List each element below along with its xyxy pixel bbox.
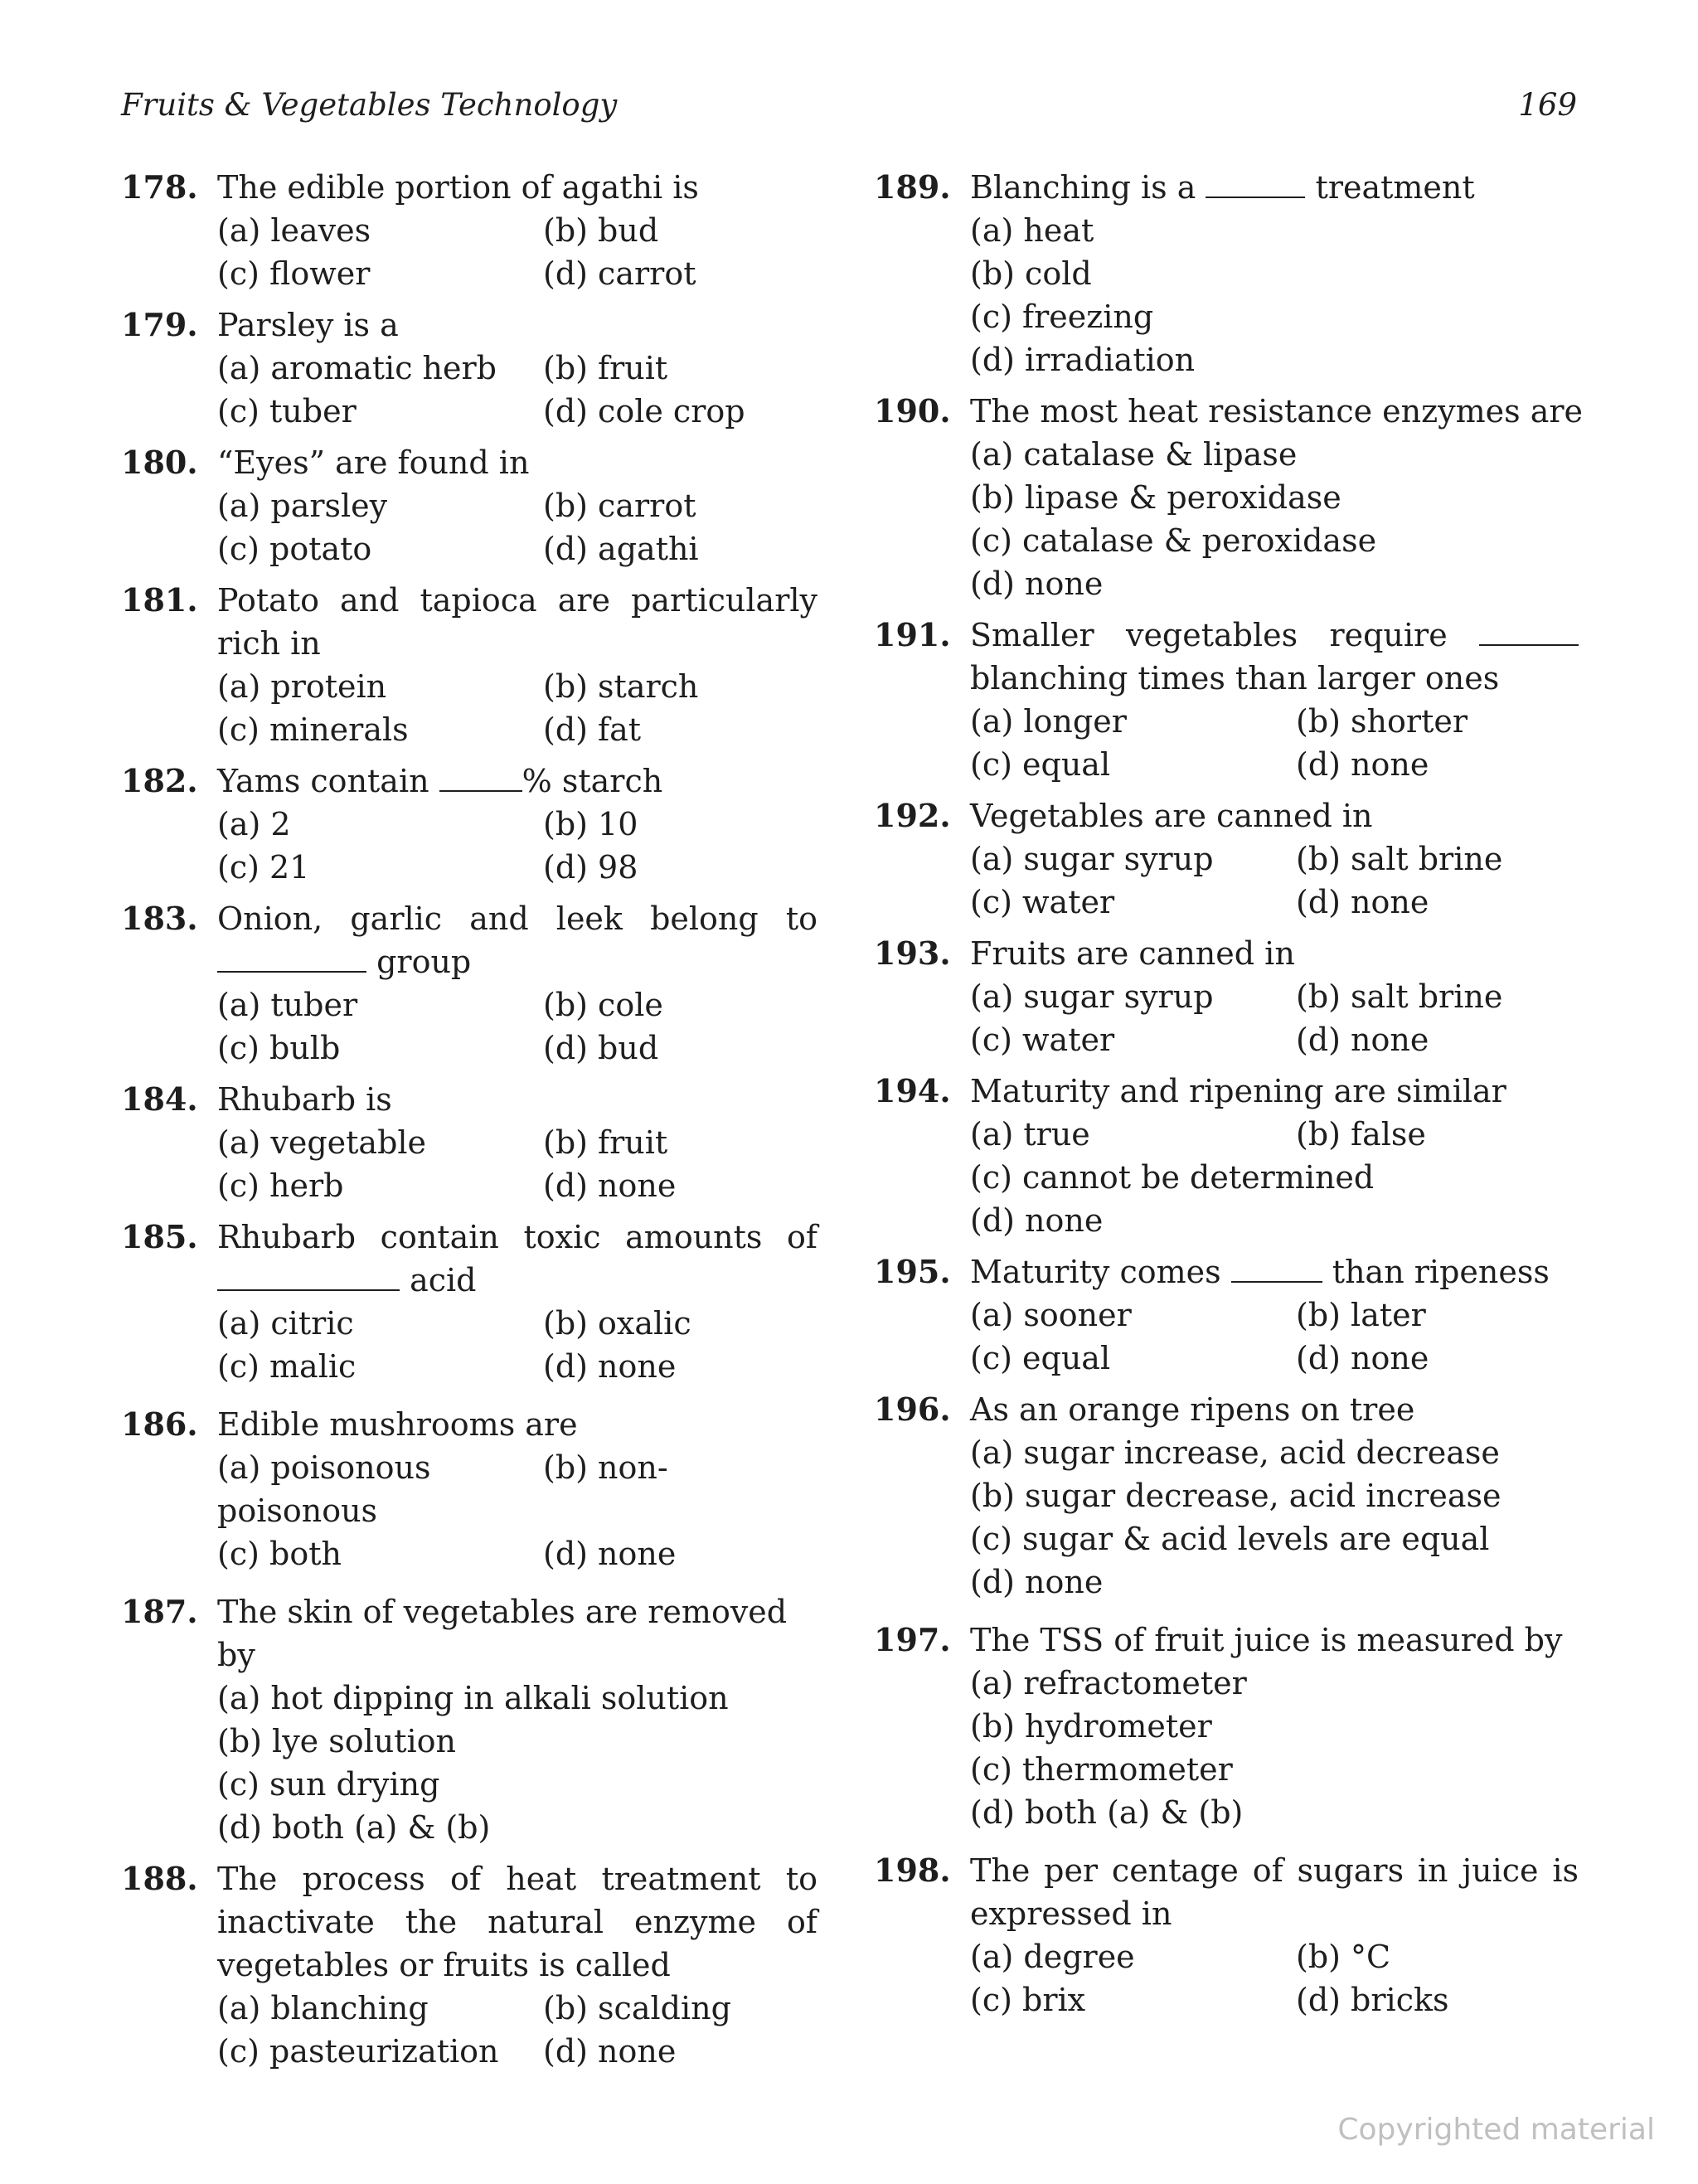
answer-blank	[217, 941, 366, 973]
option-a: (a) true	[970, 1116, 1090, 1153]
question-text: Potato and tapioca are particularly rich in	[217, 582, 817, 662]
options	[874, 1935, 1579, 2021]
options	[121, 665, 817, 751]
option-a: (a) aromatic herb	[217, 350, 497, 386]
question-text-post: than ripeness	[1322, 1254, 1550, 1290]
question-text: Parsley is a	[217, 307, 399, 343]
option-b: (b) salt brine	[1296, 978, 1503, 1015]
option-d: (d) irradiation	[970, 342, 1196, 378]
option-d: (d) none	[1296, 1340, 1429, 1376]
option-c: (c) cannot be determined	[970, 1159, 1375, 1196]
options	[121, 209, 817, 295]
question-text	[970, 614, 1579, 700]
question-text: “Eyes” are found in	[217, 444, 530, 481]
option-b: (b) °C	[1296, 1939, 1391, 1975]
question-text: The skin of vegetables are removed by	[217, 1594, 788, 1673]
option-d: (d) both (a) & (b)	[970, 1794, 1244, 1831]
question-text	[970, 166, 1579, 209]
answer-blank	[439, 760, 522, 792]
question-number: 198.	[874, 1852, 951, 1889]
question-text-post: blanching times than larger ones	[970, 660, 1500, 696]
options	[874, 1156, 1579, 1242]
page-header	[121, 87, 1577, 137]
options	[874, 1293, 1579, 1380]
option-d: (d) none	[970, 1202, 1104, 1239]
question-189	[874, 166, 1579, 381]
options	[121, 1677, 817, 1849]
question-191	[874, 614, 1579, 786]
option-d: (d) cole crop	[543, 393, 745, 430]
option-c: (c) flower	[217, 255, 371, 292]
answer-blank	[1479, 614, 1579, 646]
question-180	[121, 441, 817, 570]
question-183	[121, 897, 817, 1070]
option-b: (b) salt brine	[1296, 841, 1503, 877]
question-text: The per centage of sugars in juice is expressed in	[970, 1852, 1579, 1932]
question-181	[121, 579, 817, 751]
option-b: (b) fruit	[543, 350, 668, 386]
option-a: (a) hot dipping in alkali solution	[217, 1680, 729, 1716]
option-a: (a) citric	[217, 1305, 354, 1342]
option-a: (a) catalase & lipase	[970, 436, 1298, 473]
option-d: (d) bricks	[1296, 1982, 1449, 2018]
question-text-post: treatment	[1305, 169, 1475, 206]
options	[874, 209, 1579, 381]
question-number: 181.	[121, 581, 198, 619]
option-d: (d) bud	[543, 1030, 659, 1066]
question-text	[217, 760, 817, 803]
question-number: 194.	[874, 1072, 951, 1109]
question-number: 190.	[874, 392, 951, 430]
option-d: (d) 98	[543, 849, 638, 886]
option-a: (a) tuber	[217, 987, 358, 1023]
left-column	[121, 166, 817, 2081]
question-number: 188.	[121, 1860, 198, 1897]
option-c: (c) thermometer	[970, 1751, 1233, 1788]
question-text: Vegetables are canned in	[970, 798, 1373, 834]
option-d: (d) both (a) & (b)	[217, 1809, 491, 1846]
option-b: (b) scalding	[543, 1990, 731, 2026]
option-b: (b) non-	[543, 1449, 668, 1486]
option-a: (a) degree	[970, 1939, 1135, 1975]
answer-blank	[1231, 1251, 1322, 1283]
option-c: (c) freezing	[970, 298, 1154, 335]
question-194	[874, 1070, 1579, 1242]
option-c: (c) brix	[970, 1982, 1086, 2018]
option-a: (a) 2	[217, 806, 291, 842]
option-d: (d) none	[1296, 1022, 1429, 1058]
question-193	[874, 932, 1579, 1061]
option-b: (b) fruit	[543, 1124, 668, 1161]
options	[121, 983, 817, 1070]
option-d: (d) none	[970, 565, 1104, 602]
option-d: (d) carrot	[543, 255, 696, 292]
option-c: (c) equal	[970, 1340, 1111, 1376]
option-d: (d) none	[970, 1564, 1104, 1600]
question-186	[121, 1403, 817, 1575]
options	[874, 1662, 1579, 1834]
question-text: Fruits are canned in	[970, 935, 1295, 972]
option-b: (b) starch	[543, 668, 699, 705]
option-c: (c) 21	[217, 849, 310, 886]
question-text-pre: Blanching is a	[970, 169, 1206, 206]
option-b: (b) cold	[970, 255, 1092, 292]
right-column	[874, 166, 1584, 2030]
question-number: 189.	[874, 168, 951, 206]
options	[121, 1121, 817, 1207]
option-b: (b) sugar decrease, acid increase	[970, 1478, 1502, 1514]
option-a: (a) sugar syrup	[970, 978, 1214, 1015]
option-c: (c) catalase & peroxidase	[970, 522, 1377, 559]
options	[121, 1446, 817, 1489]
option-b: (b) shorter	[1296, 703, 1468, 740]
option-b: (b) bud	[543, 212, 659, 249]
question-text: Maturity and ripening are similar	[970, 1073, 1506, 1109]
option-a: (a) sooner	[970, 1297, 1132, 1333]
option-b: (b) cole	[543, 987, 663, 1023]
question-number: 178.	[121, 168, 198, 206]
option-c: (c) equal	[970, 746, 1111, 783]
options	[121, 803, 817, 889]
option-c: (c) pasteurization	[217, 2033, 499, 2070]
options	[121, 484, 817, 570]
question-text: Edible mushrooms are	[217, 1406, 578, 1443]
options	[121, 1532, 817, 1575]
option-d: (d) agathi	[543, 531, 699, 567]
question-184	[121, 1078, 817, 1207]
option-d: (d) fat	[543, 711, 642, 748]
option-a: (a) blanching	[217, 1990, 429, 2026]
question-number: 191.	[874, 616, 951, 653]
option-c: (c) sugar & acid levels are equal	[970, 1521, 1490, 1557]
question-text-pre: Onion, garlic and leek belong to	[217, 900, 817, 937]
option-a: (a) leaves	[217, 212, 371, 249]
question-text: The edible portion of agathi is	[217, 169, 699, 206]
options	[874, 700, 1579, 786]
option-d: (d) none	[543, 1536, 677, 1572]
question-number: 179.	[121, 306, 198, 343]
question-number: 182.	[121, 762, 198, 799]
option-a: (a) refractometer	[970, 1665, 1247, 1701]
question-text	[217, 1216, 817, 1302]
answer-blank	[1206, 167, 1305, 198]
question-number: 184.	[121, 1080, 198, 1118]
option-b: (b) later	[1296, 1297, 1426, 1333]
option-c: (c) potato	[217, 531, 372, 567]
question-number: 180.	[121, 444, 198, 481]
options	[874, 975, 1579, 1061]
question-number: 195.	[874, 1253, 951, 1290]
options	[121, 1987, 817, 2073]
option-a: (a) vegetable	[217, 1124, 427, 1161]
option-a: (a) parsley	[217, 488, 388, 524]
running-title: Fruits & Vegetables Technology	[121, 87, 618, 123]
option-a: (a) longer	[970, 703, 1127, 740]
question-text-pre: Rhubarb contain toxic amounts of	[217, 1219, 817, 1255]
option-c: (c) bulb	[217, 1030, 341, 1066]
question-192	[874, 794, 1579, 924]
question-text-post: group	[366, 944, 472, 980]
question-178	[121, 166, 817, 295]
option-b: (b) carrot	[543, 488, 696, 524]
question-text	[217, 897, 817, 983]
question-number: 186.	[121, 1405, 198, 1443]
question-number: 193.	[874, 934, 951, 972]
question-text: As an orange ripens on tree	[970, 1391, 1415, 1428]
options	[874, 1113, 1579, 1156]
question-text: The most heat resistance enzymes are	[970, 393, 1584, 430]
option-d: (d) none	[1296, 884, 1429, 920]
option-b: (b) oxalic	[543, 1305, 691, 1342]
option-c: (c) tuber	[217, 393, 357, 430]
question-text	[970, 1250, 1579, 1293]
option-b: (b) 10	[543, 806, 638, 842]
question-text-post: % starch	[522, 763, 663, 799]
question-number: 185.	[121, 1218, 198, 1255]
option-b: (b) false	[1296, 1116, 1426, 1153]
question-185	[121, 1216, 817, 1388]
option-c: (c) both	[217, 1536, 342, 1572]
question-188	[121, 1857, 817, 2073]
option-a: (a) protein	[217, 668, 387, 705]
question-text: The TSS of fruit juice is measured by	[970, 1622, 1563, 1658]
question-198	[874, 1849, 1579, 2021]
copyright-watermark: Copyrighted material	[1337, 2113, 1655, 2147]
option-b: (b) hydrometer	[970, 1708, 1212, 1745]
option-c: (c) malic	[217, 1348, 357, 1385]
question-number: 197.	[874, 1621, 951, 1658]
page-number: 169	[1518, 87, 1577, 123]
options	[874, 1431, 1579, 1604]
options	[121, 347, 817, 433]
question-187	[121, 1590, 817, 1849]
question-number: 183.	[121, 900, 198, 937]
options	[874, 837, 1579, 924]
answer-blank	[217, 1259, 400, 1291]
option-c: (c) minerals	[217, 711, 409, 748]
question-196	[874, 1388, 1579, 1604]
options	[121, 1302, 817, 1388]
option-b: (b) lye solution	[217, 1723, 457, 1759]
option-c: (c) water	[970, 884, 1115, 920]
option-a: (a) sugar increase, acid decrease	[970, 1434, 1500, 1471]
option-b: (b) lipase & peroxidase	[970, 479, 1341, 516]
question-text-pre: Smaller vegetables require	[970, 617, 1479, 653]
option-d: (d) none	[1296, 746, 1429, 783]
option-a: (a) poisonous	[217, 1449, 431, 1486]
question-179	[121, 303, 817, 433]
option-d: (d) none	[543, 1348, 677, 1385]
question-text-pre: Maturity comes	[970, 1254, 1231, 1290]
options	[874, 433, 1579, 605]
question-number: 187.	[121, 1593, 198, 1630]
question-text: The process of heat treatment to inactivate the natural enzyme of vegetables or fruits is called	[217, 1861, 817, 1983]
option-d: (d) none	[543, 1167, 677, 1204]
question-197	[874, 1619, 1579, 1834]
question-182	[121, 760, 817, 889]
question-text-pre: Yams contain	[217, 763, 439, 799]
option-c: (c) sun drying	[217, 1766, 440, 1803]
option-a: (a) sugar syrup	[970, 841, 1214, 877]
question-190	[874, 390, 1584, 605]
question-text-post: acid	[400, 1262, 477, 1298]
question-195	[874, 1250, 1579, 1380]
option-b-continuation: poisonous	[217, 1492, 378, 1529]
question-number: 196.	[874, 1390, 951, 1428]
option-a: (a) heat	[970, 212, 1094, 249]
option-d: (d) none	[543, 2033, 677, 2070]
question-text: Rhubarb is	[217, 1081, 392, 1118]
option-c: (c) water	[970, 1022, 1115, 1058]
question-number: 192.	[874, 797, 951, 834]
option-c: (c) herb	[217, 1167, 344, 1204]
